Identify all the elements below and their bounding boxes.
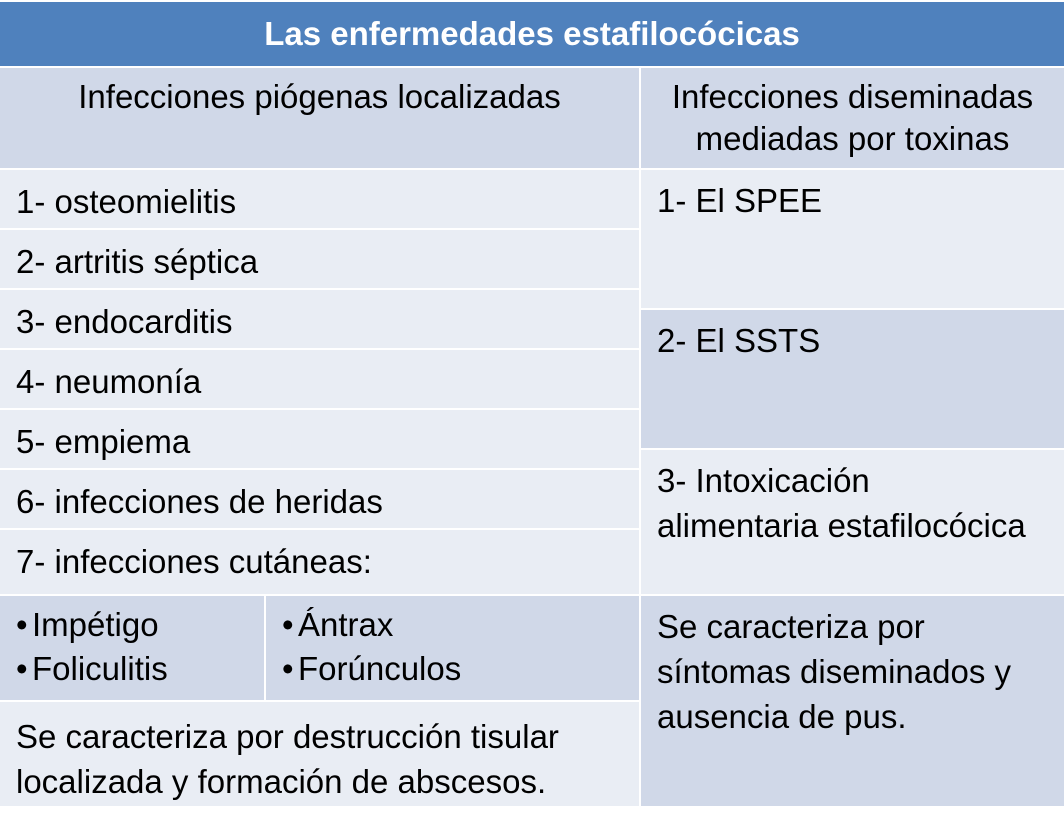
right-summary-line-3: ausencia de pus. xyxy=(657,698,907,735)
right-summary-line-1: Se caracteriza por xyxy=(657,608,925,645)
list-item: • Forúnculos xyxy=(282,650,462,687)
right-item-text-line-1: 3- Intoxicación xyxy=(657,462,870,499)
right-item-text: 2- El SSTS xyxy=(657,322,821,359)
right-header-line-2: mediadas por toxinas xyxy=(695,120,1010,157)
right-summary-line-2: síntomas diseminados y xyxy=(657,653,1011,690)
right-item-spee xyxy=(641,170,1064,308)
left-summary-line-2: localizada y formación de abscesos. xyxy=(16,763,547,800)
bullet-text: Ántrax xyxy=(298,606,394,643)
skin-infections-column-2 xyxy=(266,596,639,700)
list-item: • Impétigo xyxy=(16,606,159,643)
right-item-text: 1- El SPEE xyxy=(657,182,823,219)
right-item-text-line-2: alimentaria estafilocócica xyxy=(657,507,1026,544)
right-column-header xyxy=(641,68,1064,168)
bullet-text: Impétigo xyxy=(32,606,159,643)
bullet-text: Foliculitis xyxy=(32,650,168,687)
list-item: • Foliculitis xyxy=(16,650,168,687)
left-column-header xyxy=(0,68,639,168)
skin-infections-column-1 xyxy=(0,596,264,700)
right-item-intoxicacion xyxy=(641,450,1064,594)
list-item: • Ántrax xyxy=(282,606,394,643)
right-summary xyxy=(641,596,1064,806)
right-item-ssts xyxy=(641,310,1064,448)
list-item-artritis: 2- artritis séptica xyxy=(0,230,639,288)
list-item-endocarditis: 3- endocarditis xyxy=(0,290,639,348)
list-item-osteomielitis: 1- osteomielitis xyxy=(0,170,639,228)
list-item-neumonia: 4- neumonía xyxy=(0,350,639,408)
list-item-cutaneas: 7- infecciones cutáneas: xyxy=(0,530,639,594)
table-title: Las enfermedades estafilocócicas xyxy=(0,2,1064,66)
left-header-text: Infecciones piógenas localizadas xyxy=(78,78,561,115)
right-header-line-1: Infecciones diseminadas xyxy=(671,78,1034,115)
bullet-text: Forúnculos xyxy=(298,650,462,687)
list-item-empiema: 5- empiema xyxy=(0,410,639,468)
left-summary-line-1: Se caracteriza por destrucción tisular xyxy=(16,718,559,755)
list-item-heridas: 6- infecciones de heridas xyxy=(0,470,639,528)
left-summary xyxy=(0,702,639,806)
